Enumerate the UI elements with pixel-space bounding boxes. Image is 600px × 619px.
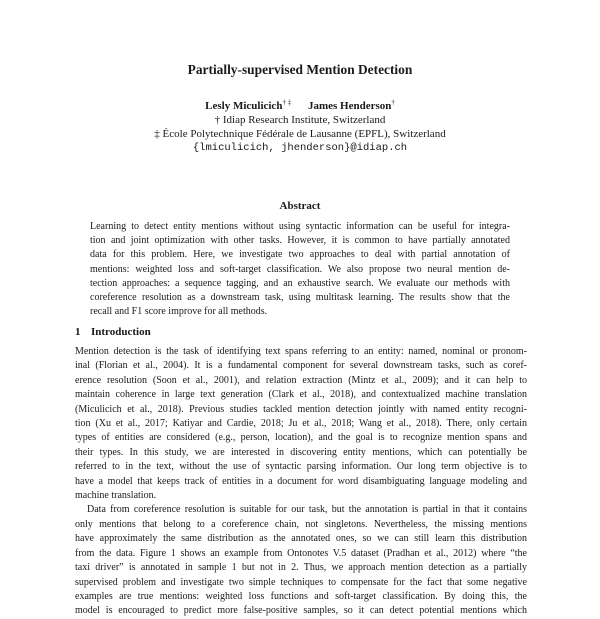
- body-line: (Miculicich et al., 2018). Previous studies tackled mention detection jointly with named entity recogni-: [75, 403, 527, 415]
- body-line: supervised problem and investigate two simple techniques to compensate for the fact that some negative: [75, 576, 527, 588]
- author-names: [0, 95, 600, 113]
- body-line: maintain coherence in large text generation (Clark et al., 2018), and contextualized machine translation: [75, 389, 527, 401]
- abstract-line: tion and joint optimization with other tasks. However, it is common to have partially annotated: [90, 235, 510, 247]
- body-line: have a model that keeps track of entities in a document for word disambiguating language modeling and: [75, 475, 527, 487]
- abstract-line: data for this problem. Here, we investigate two approaches to deal with partial annotation of: [90, 249, 510, 261]
- body-line: referred to in the text, without the use of syntactic parsing information. Our long term objective is to: [75, 461, 527, 473]
- body-line: model is encouraged to predict more false-positive samples, so it can detect potential mentions which: [75, 605, 527, 617]
- introduction-body: [75, 345, 527, 619]
- author-name: Lesly Miculicich† ‡: [205, 98, 292, 112]
- section-number: 1: [75, 326, 81, 338]
- body-line: only mentions that belong to a coreference chain, not singletons. Nevertheless, the missing mentions: [75, 518, 527, 530]
- affiliation-line: ‡ École Polytechnique Fédérale de Lausanne (EPFL), Switzerland: [154, 127, 446, 140]
- section-title: Introduction: [91, 326, 151, 338]
- body-line: machine translation.: [75, 490, 157, 502]
- body-line: taxi driver” is annotated in sample 1 but not in 2. Thus, we approach mention detection as a partially: [75, 562, 527, 574]
- abstract-heading: Abstract: [279, 200, 321, 212]
- body-line: Data from coreference resolution is suitable for our task, but the annotation is partial in that it contains: [87, 504, 527, 516]
- body-line: inal (Florian et al., 2004). It is a fundamental component for several downstream tasks, such as coref-: [75, 360, 527, 372]
- author-name: James Henderson†: [307, 98, 395, 112]
- body-line: examples are true mentions: weighted loss functions and soft-target classification. By doing this, the: [75, 590, 527, 602]
- body-line: from the data. Figure 1 shows an example from Ontonotes V.5 dataset (Pradhan et al., 2012) where “the: [75, 547, 527, 559]
- body-line: their types. In this study, we are interested in discovering entity mentions, which can potentially be: [75, 446, 527, 458]
- author-block: [0, 95, 600, 155]
- body-line: Mention detection is the task of identifying text spans referring to an entity: named, nominal or pronom-: [75, 346, 527, 357]
- abstract-body: [90, 220, 510, 319]
- body-line: have approximately the same distribution as the annotated ones, so we can still learn this distribution: [75, 533, 527, 545]
- affiliation-line: † Idiap Research Institute, Switzerland: [214, 113, 386, 126]
- abstract-line: tection approaches: a sequence tagging, and an exhaustive search. We evaluate our methods with: [90, 277, 510, 289]
- body-line: erence resolution (Soon et al., 2001), and relation extraction (Mintz et al., 2009); and it can help to: [75, 374, 527, 386]
- body-line: types of entities are considered (e.g., person, location), and the goal is to recognize mention spans and: [75, 432, 527, 444]
- abstract-line: coreference resolution as a downstream task, using multitask learning. The results show that the: [90, 292, 510, 304]
- abstract-line: Learning to detect entity mentions without using syntactic information can be useful for integra-: [90, 221, 510, 232]
- body-line: tion (Xu et al., 2017; Katiyar and Cardie, 2018; Ju et al., 2018; Wang et al., 2018). There, only certain: [75, 418, 527, 430]
- abstract-line: mentions: weighted loss and soft-target classification. We also propose two neural mention de-: [90, 263, 510, 275]
- abstract-line: recall and F1 score improve for all methods.: [90, 306, 268, 318]
- affiliation-marks: †: [391, 98, 395, 106]
- affiliation-marks: † ‡: [282, 98, 292, 106]
- section-heading: [75, 325, 151, 339]
- paper-title: Partially-supervised Mention Detection: [187, 62, 413, 77]
- author-email: {lmiculicich, jhenderson}@idiap.ch: [192, 141, 408, 154]
